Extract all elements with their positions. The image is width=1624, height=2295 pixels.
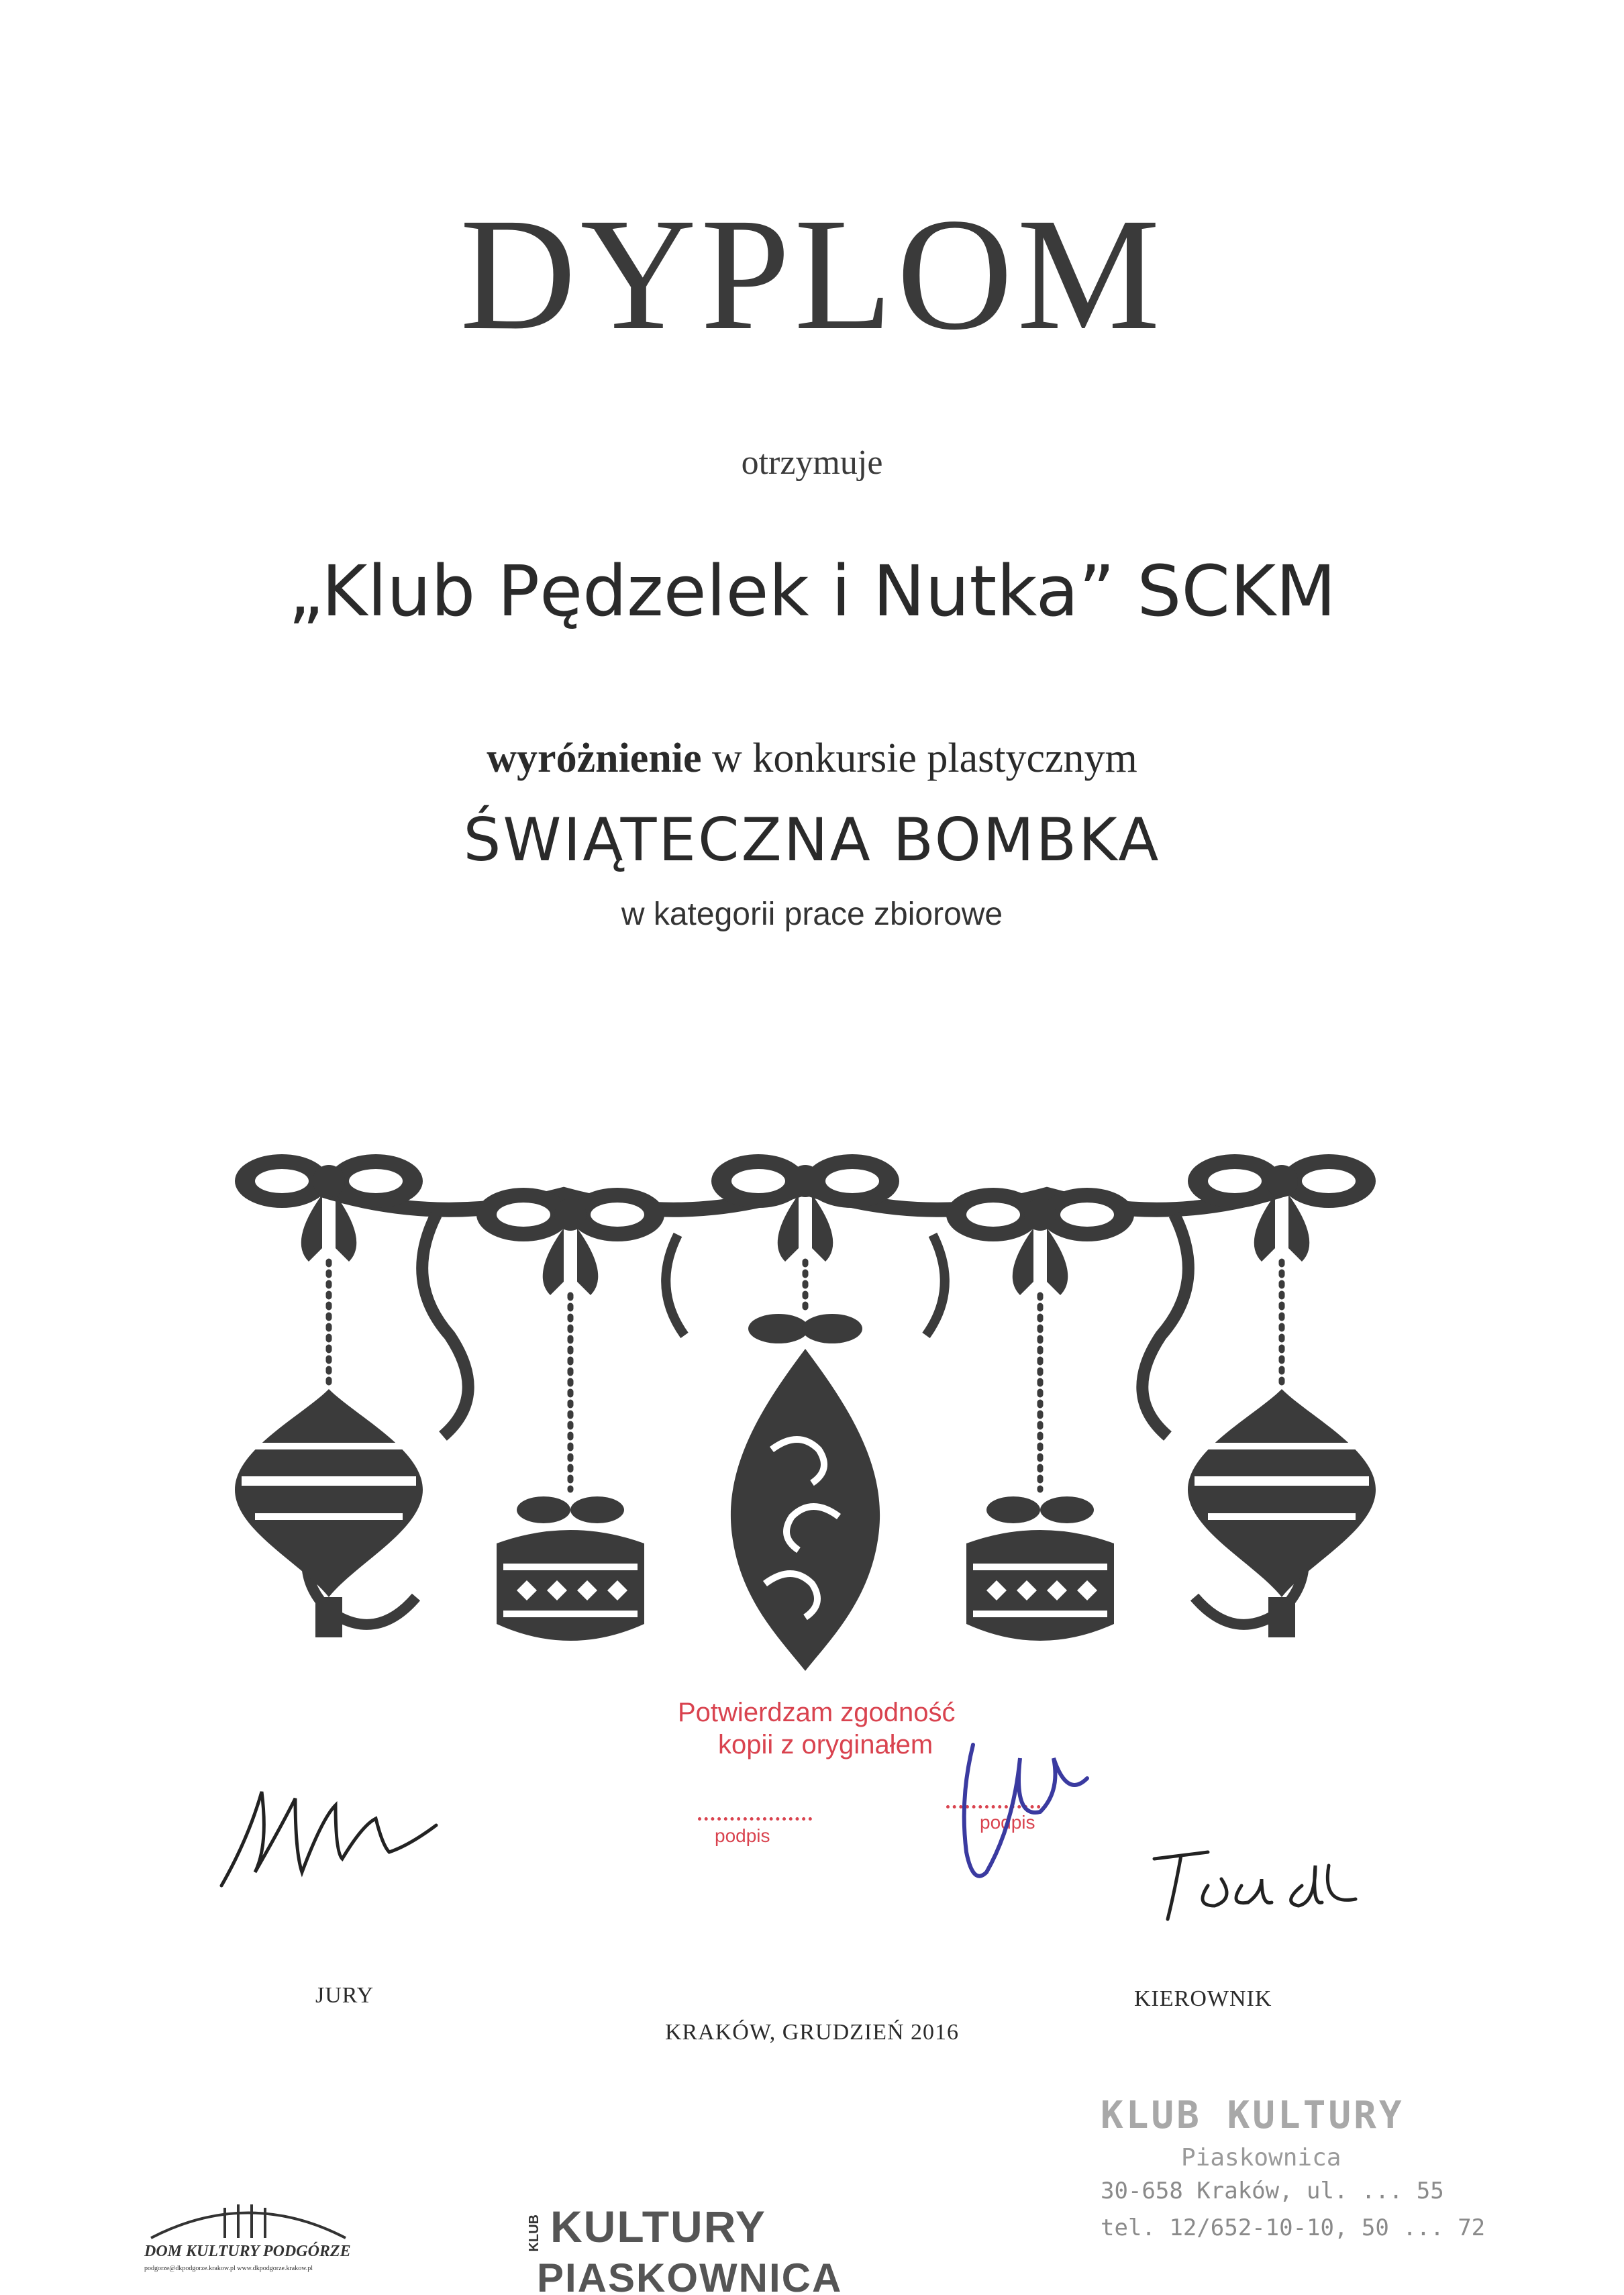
club-stamp-title: KLUB KULTURY [1101,2094,1405,2137]
jury-signature [208,1772,450,1892]
klub-logo-piaskownica: PIASKOWNICA [537,2258,843,2295]
jury-label: JURY [315,1983,374,2008]
club-stamp-address: 30-658 Kraków, ul. ... 55 [1101,2178,1444,2204]
diploma-title: DYPLOM [460,185,1164,363]
klub-logo-kultury: KULTURY [550,2202,766,2251]
award-type: wyróżnienie [487,735,702,781]
club-stamp-phone: tel. 12/652-10-10, 50 ... 72 [1101,2214,1486,2241]
award-description: w konkursie plastycznym [701,735,1137,781]
place-and-date: KRAKÓW, GRUDZIEŃ 2016 [664,2020,960,2045]
stamp-sign-label-2: podpis [980,1812,1035,1833]
dom-kultury-logo-small: podgorze@dkpodgorze.krakow.pl www.dkpodgorze.krakow.pl [144,2265,313,2272]
contest-name: ŚWIĄTECZNA BOMBKA [463,805,1161,874]
recipient-name: „Klub Pędzelek i Nutka” SCKM [288,550,1336,632]
director-label: KIEROWNIK [1134,1986,1272,2011]
stamp-line-1: Potwierdzam zgodność [678,1698,956,1727]
stamp-sign-label-1: podpis [715,1825,770,1846]
signature-line-1 [698,1817,812,1821]
category-text: w kategorii prace zbiorowe [621,897,1003,932]
klub-logo-small: KLUB [527,2214,542,2252]
christmas-ornaments-illustration [215,1114,1396,1704]
dom-kultury-logo-graphic [144,2194,352,2241]
receives-text: otrzymuje [741,444,883,482]
dom-kultury-logo-text: DOM KULTURY PODGÓRZE [144,2243,351,2260]
director-signature [1148,1839,1362,1933]
blue-signature [946,1718,1101,1892]
club-stamp-name: Piaskownica [1181,2144,1341,2172]
stamp-line-2: kopii z oryginałem [718,1730,933,1760]
award-line [0,735,1624,782]
